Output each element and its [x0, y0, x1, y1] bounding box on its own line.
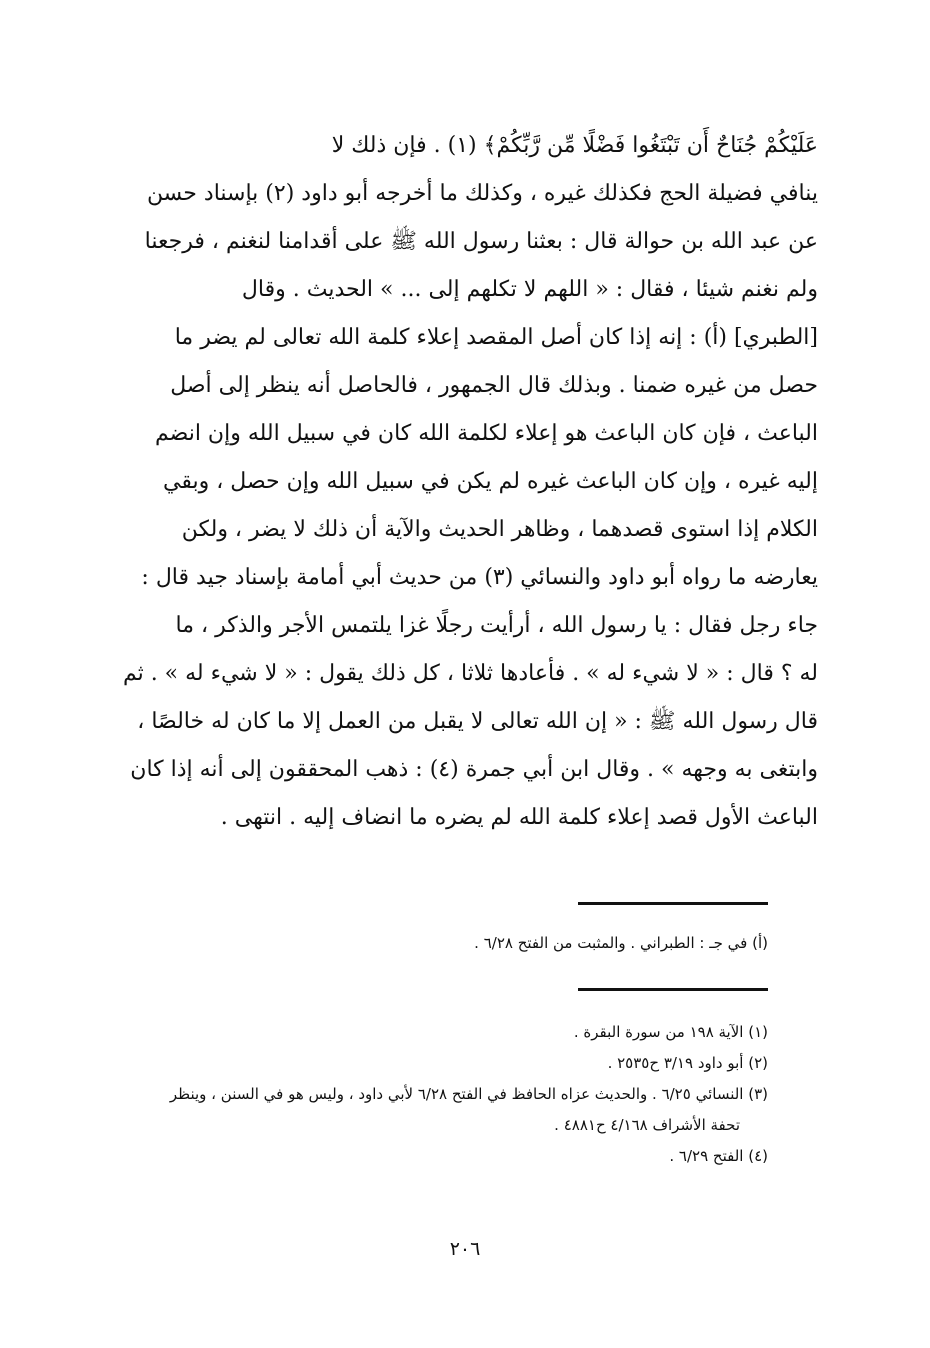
text-line: حصل من غيره ضمنا . وبذلك قال الجمهور ، فالحاصل أنه ينظر إلى أصل [170, 373, 818, 398]
main-text [104, 122, 818, 842]
footnote-list [68, 1017, 768, 1172]
footnote-item: (٤) الفتح ٦/٢٩ . [669, 1147, 768, 1165]
footnote-divider [578, 902, 768, 905]
text-line: ينافي فضيلة الحج فكذلك غيره ، وكذلك ما أخرجه أبو داود (٢) بإسناد حسن [146, 181, 818, 206]
text-line: [الطبري] (أ) : إنه إذا كان أصل المقصد إعلاء كلمة الله تعالى لم يضر ما [174, 325, 818, 350]
text-line: الكلام إذا استوى قصدهما ، وظاهر الحديث والآية أن ذلك لا يضر ، ولكن [181, 517, 818, 542]
text-line: إليه غيره ، وإن كان الباعث غيره لم يكن في سبيل الله وإن حصل ، وبقي [162, 469, 818, 494]
text-line: له ؟ قال : « لا شيء له » . فأعادها ثلاثا ، كل ذلك يقول : « لا شيء له » . ثم [122, 661, 818, 686]
text-line: ولم نغنم شيئا ، فقال : « اللهم لا تكلهم إلى ... » الحديث . وقال [241, 277, 818, 302]
text-line: عَلَيْكُمْ جُنَاحٌ أَن تَبْتَغُوا فَضْلًا مِّن رَّبِّكُمْ﴾ (١) . فإن ذلك لا [331, 133, 818, 158]
footnote-item: (٢) أبو داود ٣/١٩ ح٢٥٣٥ . [607, 1054, 768, 1072]
text-line: وابتغى به وجهه » . وقال ابن أبي جمرة (٤) : ذهب المحققون إلى أنه إذا كان [130, 757, 818, 782]
footnote-item: (١) الآية ١٩٨ من سورة البقرة . [573, 1023, 768, 1041]
text-line: قال رسول الله ﷺ : « إن الله تعالى لا يقبل من العمل إلا ما كان له خالصًا ، [137, 709, 818, 734]
text-line: عن عبد الله بن حوالة قال : بعثنا رسول الله ﷺ على أقدامنا لنغنم ، فرجعنا [144, 229, 818, 254]
variant-note: (أ) في جـ : الطبراني . والمثبت من الفتح ٦/٢٨ . [474, 934, 768, 952]
text-line: يعارضه ما رواه أبو داود والنسائي (٣) من حديث أبي أمامة بإسناد جيد قال : [141, 565, 818, 590]
text-line: الباعث الأول قصد إعلاء كلمة الله لم يضره ما انضاف إليه . انتهى . [220, 805, 818, 830]
text-line: الباعث ، فإن كان الباعث هو إعلاء لكلمة الله كان في سبيل الله وإن انضم [154, 421, 818, 446]
page-number: ٢٠٦ [449, 1238, 481, 1260]
footnote-item: (٣) النسائي ٦/٢٥ . والحديث عزاه الحافظ في الفتح ٦/٢٨ لأبي داود ، وليس هو في السنن ، وينظر [169, 1085, 768, 1103]
text-line: جاء رجل فقال : يا رسول الله ، أرأيت رجلًا غزا يلتمس الأجر والذكر ، ما [175, 613, 818, 638]
footnote-item: تحفة الأشراف ٤/١٦٨ ح٤٨٨١ . [554, 1116, 740, 1134]
footnote-divider [578, 988, 768, 991]
